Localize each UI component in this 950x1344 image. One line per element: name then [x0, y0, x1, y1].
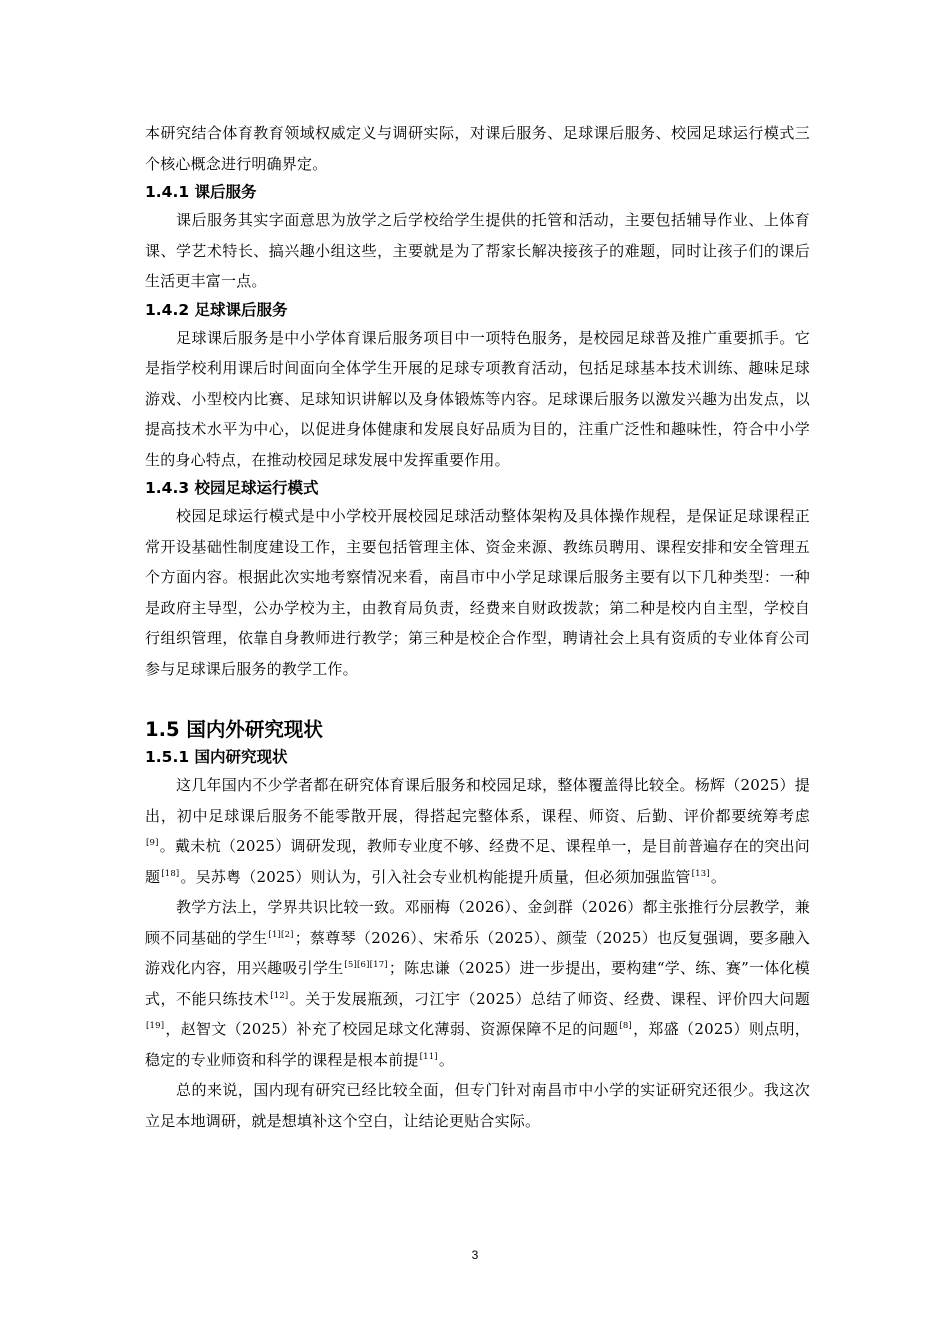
- citation-ref: [5][6][17]: [344, 960, 388, 970]
- text-run: 这几年国内不少学者都在研究体育课后服务和校园足球，整体覆盖得比较全。杨辉（2025）提出，初中足球课后服务不能零散开展，得搭起完整体系，课程、师资、后勤、评价都要统筹考虑: [145, 776, 810, 825]
- paragraph-football-after-school-service: 足球课后服务是中小学体育课后服务项目中一项特色服务，是校园足球普及推广重要抓手。它是指学校利用课后时间面向全体学生开展的足球专项教育活动，包括足球基本技术训练、趣味足球游戏、小型校内比赛、足球知识讲解以及身体锻炼等内容。足球课后服务以激发兴趣为出发点，以提高技术水平为中心，以促进身体健康和发展良好品质为目的，注重广泛性和趣味性，符合中小学生的身心特点，在推动校园足球发展中发挥重要作用。: [145, 328, 810, 469]
- citation-ref: [8]: [619, 1021, 632, 1031]
- citation-ref: [19]: [146, 1021, 165, 1031]
- paragraph-domestic-research-3: 总的来说，国内现有研究已经比较全面，但专门针对南昌市中小学的实证研究还很少。我这次立足本地调研，就是想填补这个空白，让结论更贴合实际。: [145, 1081, 810, 1130]
- citation-ref: [11]: [419, 1051, 438, 1062]
- text-run: 。: [710, 867, 727, 886]
- text-run: 。: [438, 1050, 455, 1069]
- text-run: ；蔡尊琴（2026）、宋希乐（2025）、颜莹（2025）也反复强调，要多融入游戏化内容，用兴趣吸引学生: [145, 928, 810, 977]
- paragraph-domestic-research-2: [145, 892, 810, 1075]
- page-content: [145, 118, 810, 1136]
- citation-ref: [12]: [270, 990, 289, 1001]
- heading-1-4-3: 1.4.3 校园足球运行模式: [145, 479, 319, 497]
- text-run: ，赵智文（2025）补充了校园足球文化薄弱、资源保障不足的问题: [165, 1020, 619, 1038]
- citation-ref: [9]: [146, 838, 159, 848]
- heading-1-5: 1.5 国内外研究现状: [145, 718, 323, 741]
- page-number: 3: [471, 1248, 479, 1262]
- paragraph-domestic-research-1: [145, 770, 810, 892]
- text-run: ，郑盛（2025）则点明，稳定的专业师资和科学的课程是根本前提: [145, 1020, 810, 1069]
- text-run: 。关于发展瓶颈，刁江宇（2025）总结了师资、经费、课程、评价四大问题: [289, 989, 810, 1008]
- intro-paragraph: 本研究结合体育教育领域权威定义与调研实际，对课后服务、足球课后服务、校园足球运行模式三个核心概念进行明确界定。: [145, 124, 810, 173]
- paragraph-campus-football-model: 校园足球运行模式是中小学校开展校园足球活动整体架构及具体操作规程，是保证足球课程正常开设基础性制度建设工作，主要包括管理主体、资金来源、教练员聘用、课程安排和安全管理五个方面内容。根据此次实地考察情况来看，南昌市中小学足球课后服务主要有以下几种类型：一种是政府主导型，公办学校为主，由教育局负责，经费来自财政拨款；第二种是校内自主型，学校自行组织管理，依靠自身教师进行教学；第三种是校企合作型，聘请社会上具有资质的专业体育公司参与足球课后服务的教学工作。: [145, 507, 810, 678]
- citation-ref: [1][2]: [268, 929, 294, 940]
- text-run: 。吴苏粤（2025）则认为，引入社会专业机构能提升质量，但必须加强监管: [180, 867, 691, 886]
- text-run: 。戴未杭（2025）调研发现，教师专业度不够、经费不足、课程单一，是目前普遍存在的突出问题: [145, 837, 810, 886]
- citation-ref: [13]: [691, 868, 710, 879]
- text-run: 教学方法上，学界共识比较一致。邓丽梅（2026）、金剑群（2026）都主张推行分层教学，兼顾不同基础的学生: [145, 898, 810, 947]
- paragraph-after-school-service: 课后服务其实字面意思为放学之后学校给学生提供的托管和活动，主要包括辅导作业、上体育课、学艺术特长、搞兴趣小组这些，主要就是为了帮家长解决接孩子的难题，同时让孩子们的课后生活更丰富一点。: [145, 211, 810, 290]
- heading-1-4-2: 1.4.2 足球课后服务: [145, 300, 288, 319]
- heading-1-4-1: 1.4.1 课后服务: [145, 183, 257, 201]
- heading-1-5-1: 1.5.1 国内研究现状: [145, 748, 288, 766]
- text-run: ；陈忠谦（2025）进一步提出，要构建“学、练、赛”一体化模式，不能只练技术: [145, 959, 810, 1008]
- citation-ref: [18]: [161, 868, 180, 879]
